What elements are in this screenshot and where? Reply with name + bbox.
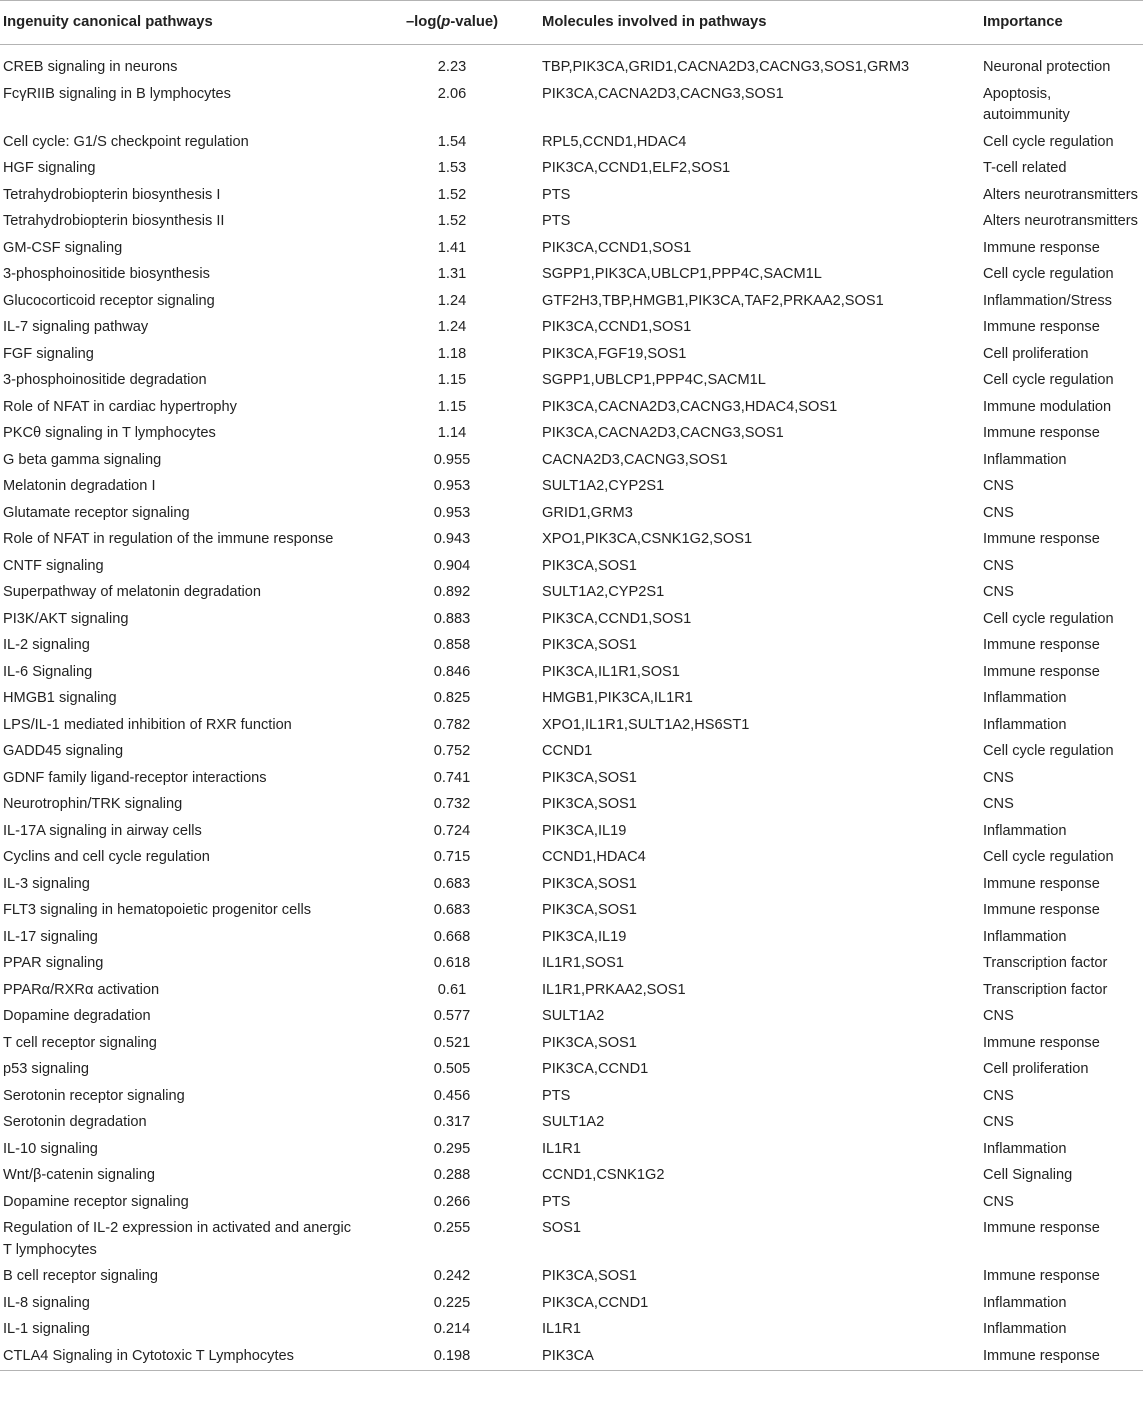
log-p-value-cell: 1.15 (437, 372, 467, 388)
table-row (0, 1344, 1143, 1371)
table-row (0, 315, 1143, 342)
molecules-cell: PIK3CA,IL1R1,SOS1 (542, 663, 680, 680)
table-row (0, 1031, 1143, 1058)
pathway-name-cell: 3-phosphoinositide biosynthesis (3, 266, 210, 282)
molecules-cell: PIK3CA,CCND1,SOS1 (542, 319, 692, 335)
importance-cell: Cell cycle regulation (983, 266, 1114, 282)
importance-cell: Cell cycle regulation (983, 743, 1114, 759)
importance-cell: Immune response (983, 663, 1100, 680)
pathway-name-cell: CREB signaling in neurons (3, 59, 178, 75)
table-row (0, 342, 1143, 369)
pathway-name-cell: GM-CSF signaling (3, 239, 123, 256)
log-p-value-cell: 0.505 (433, 1061, 471, 1077)
log-p-value-cell: 0.752 (433, 743, 471, 759)
log-p-value-cell: 1.31 (437, 266, 467, 282)
molecules-cell: PTS (542, 1193, 571, 1210)
table-row (0, 1163, 1143, 1190)
log-p-value-cell: 0.577 (433, 1008, 471, 1024)
log-p-value-cell: 0.255 (433, 1220, 471, 1236)
molecules-cell: PIK3CA,CACNA2D3,CACNG3,HDAC4,SOS1 (542, 398, 838, 415)
importance-cell: Inflammation (983, 690, 1067, 706)
table-row (0, 872, 1143, 899)
pathway-name-cell: B cell receptor signaling (3, 1268, 158, 1284)
log-p-value-cell: 0.883 (433, 610, 471, 627)
importance-cell: Cell proliferation (983, 1061, 1089, 1077)
importance-cell: T-cell related (983, 160, 1067, 176)
molecules-cell: PTS (542, 1087, 571, 1104)
log-p-value-cell: 0.618 (433, 955, 471, 971)
pathway-name-cell: IL-6 Signaling (3, 663, 93, 680)
pathway-name-cell: Superpathway of melatonin degradation (3, 584, 261, 600)
molecules-cell: PIK3CA,CACNA2D3,CACNG3,SOS1 (542, 85, 784, 102)
table-row (0, 368, 1143, 395)
pathway-name-cell: Role of NFAT in cardiac hypertrophy (3, 398, 237, 415)
importance-cell: Immune modulation (983, 398, 1112, 415)
pathway-name-cell: Cell cycle: G1/S checkpoint regulation (3, 133, 249, 150)
log-p-value-cell: 1.14 (437, 425, 467, 441)
pathway-name-cell: IL-10 signaling (3, 1140, 98, 1157)
pathway-name-cell: Neurotrophin/TRK signaling (3, 796, 183, 812)
pathway-name-cell: IL-3 signaling (3, 875, 90, 892)
importance-cell: Immune response (983, 425, 1100, 441)
pathway-name-cell: p53 signaling (3, 1061, 90, 1077)
log-p-value-cell: 0.724 (433, 822, 471, 839)
log-p-value-cell: 0.242 (433, 1268, 471, 1284)
header-log-p-value (365, 1, 539, 45)
molecules-cell: PIK3CA,FGF19,SOS1 (542, 345, 687, 362)
log-p-value-cell: 0.741 (433, 769, 471, 786)
pathway-name-cell: IL-7 signaling pathway (3, 319, 149, 335)
molecules-cell: PIK3CA,SOS1 (542, 1034, 637, 1051)
table-row (0, 501, 1143, 528)
table-row (0, 633, 1143, 660)
pathway-name-cell: Role of NFAT in regulation of the immune response (3, 531, 334, 547)
table-row (0, 1291, 1143, 1318)
log-p-value-cell: 0.198 (365, 1344, 539, 1371)
pathway-name-cell: FGF signaling (3, 345, 94, 362)
log-p-value-cell: 1.18 (437, 345, 467, 362)
pathway-name-cell: Tetrahydrobiopterin biosynthesis II (3, 213, 225, 229)
importance-cell: Immune response (983, 319, 1100, 335)
molecules-cell: SOS1 (542, 1220, 581, 1236)
importance-cell: CNS (983, 1193, 1014, 1210)
log-p-value-cell: 0.953 (433, 504, 471, 521)
molecules-cell: CCND1,HDAC4 (542, 849, 646, 865)
pathway-name-cell: IL-1 signaling (3, 1321, 90, 1337)
log-p-value-cell: 1.41 (437, 239, 467, 256)
log-p-value-cell: 2.06 (437, 85, 467, 102)
molecules-cell: PIK3CA,SOS1 (542, 796, 637, 812)
log-p-value-cell: 1.54 (437, 133, 467, 150)
importance-cell: Inflammation (983, 1294, 1067, 1311)
log-p-value-cell: 0.214 (433, 1321, 471, 1337)
pathway-name-cell: Dopamine receptor signaling (3, 1193, 189, 1210)
pathway-name-cell: PI3K/AKT signaling (3, 610, 129, 627)
pathway-name-cell: IL-2 signaling (3, 637, 90, 653)
importance-cell: Inflammation (983, 451, 1067, 468)
log-p-value-cell: 0.266 (433, 1193, 471, 1210)
log-p-value-cell: 1.24 (437, 319, 467, 335)
importance-cell: Immune response (980, 1344, 1143, 1371)
log-p-value-cell: 0.668 (433, 928, 471, 945)
molecules-cell: PIK3CA,CCND1,SOS1 (542, 239, 692, 256)
pathway-name-cell: FcγRIIB signaling in B lymphocytes (3, 85, 231, 102)
pathway-name-cell: Regulation of IL-2 expression in activated and anergic T lymphocytes (3, 1220, 352, 1258)
log-p-value-cell: 0.61 (437, 981, 467, 998)
table-row (0, 1190, 1143, 1217)
table-row (0, 898, 1143, 925)
molecules-cell: PIK3CA,SOS1 (542, 1268, 637, 1284)
log-p-value-cell: 0.683 (433, 902, 471, 918)
importance-cell: Immune response (983, 1220, 1100, 1236)
table-row (0, 660, 1143, 687)
log-p-value-cell: 0.904 (433, 557, 471, 574)
molecules-cell: CACNA2D3,CACNG3,SOS1 (542, 451, 728, 468)
importance-cell: CNS (983, 1008, 1014, 1024)
molecules-cell: GTF2H3,TBP,HMGB1,PIK3CA,TAF2,PRKAA2,SOS1 (542, 292, 884, 309)
importance-cell: Alters neurotransmitters (983, 213, 1138, 229)
log-p-value-cell: 0.521 (433, 1034, 471, 1051)
importance-cell: Immune response (983, 875, 1100, 892)
table-row (0, 978, 1143, 1005)
table-row (0, 45, 1143, 82)
log-p-value-cell: 1.15 (437, 398, 467, 415)
table-row (0, 1110, 1143, 1137)
pathway-name-cell: Serotonin receptor signaling (3, 1087, 185, 1104)
molecules-cell: PTS (542, 213, 571, 229)
molecules-cell: PIK3CA,SOS1 (542, 637, 637, 653)
molecules-cell: SGPP1,UBLCP1,PPP4C,SACM1L (542, 372, 766, 388)
pathway-name-cell: PKCθ signaling in T lymphocytes (3, 425, 216, 441)
pathway-name-cell: Wnt/β-catenin signaling (3, 1167, 155, 1183)
header-value-suffix: -value) (450, 13, 499, 30)
log-p-value-cell: 0.825 (433, 690, 471, 706)
pathway-name-cell: Dopamine degradation (3, 1008, 151, 1024)
table-row (0, 845, 1143, 872)
importance-cell: Inflammation (983, 1140, 1067, 1157)
pathway-name-cell: HMGB1 signaling (3, 690, 117, 706)
pathway-name-cell: T cell receptor signaling (3, 1034, 157, 1051)
table-row (0, 448, 1143, 475)
importance-cell: Inflammation (983, 928, 1067, 945)
pathway-name-cell: IL-8 signaling (3, 1294, 90, 1311)
importance-cell: CNS (983, 557, 1014, 574)
pathway-name-cell: IL-17A signaling in airway cells (3, 822, 202, 839)
pathway-name-cell: GADD45 signaling (3, 743, 124, 759)
table-row (0, 395, 1143, 422)
importance-cell: CNS (983, 1114, 1014, 1130)
molecules-cell: SULT1A2 (542, 1114, 605, 1130)
molecules-cell: SULT1A2,CYP2S1 (542, 584, 665, 600)
importance-cell: Transcription factor (983, 981, 1108, 998)
table-row (0, 607, 1143, 634)
pathway-name-cell: Tetrahydrobiopterin biosynthesis I (3, 186, 221, 203)
pathway-name-cell: 3-phosphoinositide degradation (3, 372, 207, 388)
table-row (0, 819, 1143, 846)
molecules-cell: PIK3CA,CCND1 (542, 1294, 649, 1311)
importance-cell: Cell cycle regulation (983, 133, 1114, 150)
table-row (0, 713, 1143, 740)
table-body (0, 45, 1143, 1371)
pathway-name-cell: PPAR signaling (3, 955, 104, 971)
molecules-cell: PIK3CA,SOS1 (542, 557, 637, 574)
pathway-name-cell: GDNF family ligand-receptor interactions (3, 769, 267, 786)
molecules-cell: SULT1A2,CYP2S1 (542, 478, 665, 494)
molecules-cell: PIK3CA,CCND1,SOS1 (542, 610, 692, 627)
importance-cell: Inflammation (983, 1321, 1067, 1337)
log-p-value-cell: 0.715 (433, 849, 471, 865)
importance-cell: CNS (983, 769, 1014, 786)
log-p-value-cell: 0.846 (433, 663, 471, 680)
importance-cell: Cell cycle regulation (983, 372, 1114, 388)
table-row (0, 739, 1143, 766)
importance-cell: Transcription factor (983, 955, 1108, 971)
header-value-italic: p (441, 13, 451, 30)
log-p-value-cell: 2.23 (437, 59, 467, 75)
log-p-value-cell: 0.295 (433, 1140, 471, 1157)
importance-cell: Apoptosis, autoimmunity (983, 85, 1070, 123)
molecules-cell: PIK3CA,SOS1 (542, 902, 637, 918)
table-row (0, 951, 1143, 978)
pathway-name-cell: CTLA4 Signaling in Cytotoxic T Lymphocytes (0, 1344, 365, 1371)
molecules-cell: PIK3CA (539, 1344, 980, 1371)
molecules-cell: SULT1A2 (542, 1008, 605, 1024)
molecules-cell: RPL5,CCND1,HDAC4 (542, 133, 687, 150)
table-row (0, 527, 1143, 554)
molecules-cell: CCND1 (542, 743, 593, 759)
table-row (0, 1216, 1143, 1264)
pathway-name-cell: HGF signaling (3, 160, 96, 176)
importance-cell: Immune response (983, 239, 1100, 256)
table-row (0, 554, 1143, 581)
importance-cell: Cell cycle regulation (983, 849, 1114, 865)
importance-cell: CNS (983, 584, 1014, 600)
molecules-cell: IL1R1 (542, 1140, 581, 1157)
header-pathway: Ingenuity canonical pathways (0, 1, 365, 45)
molecules-cell: PIK3CA,SOS1 (542, 875, 637, 892)
log-p-value-cell: 0.317 (433, 1114, 471, 1130)
pathway-name-cell: CNTF signaling (3, 557, 104, 574)
table-row (0, 236, 1143, 263)
importance-cell: Inflammation (983, 716, 1067, 733)
table-header (0, 1, 1143, 45)
pathway-name-cell: Cyclins and cell cycle regulation (3, 849, 210, 865)
molecules-cell: IL1R1,SOS1 (542, 955, 624, 971)
molecules-cell: HMGB1,PIK3CA,IL1R1 (542, 690, 693, 706)
table-row (0, 925, 1143, 952)
importance-cell: Cell cycle regulation (983, 610, 1114, 627)
pathway-name-cell: G beta gamma signaling (3, 451, 162, 468)
molecules-cell: IL1R1 (542, 1321, 581, 1337)
table-row (0, 686, 1143, 713)
importance-cell: Alters neurotransmitters (983, 186, 1138, 203)
pathway-name-cell: PPARα/RXRα activation (3, 981, 160, 998)
molecules-cell: GRID1,GRM3 (542, 504, 633, 521)
log-p-value-cell: 0.892 (433, 584, 471, 600)
pathway-name-cell: LPS/IL-1 mediated inhibition of RXR function (3, 716, 292, 733)
table-row (0, 156, 1143, 183)
importance-cell: Immune response (983, 902, 1100, 918)
importance-cell: Inflammation (983, 822, 1067, 839)
table-row (0, 792, 1143, 819)
table-row (0, 1004, 1143, 1031)
table-row (0, 1084, 1143, 1111)
importance-cell: Cell proliferation (983, 345, 1089, 362)
molecules-cell: TBP,PIK3CA,GRID1,CACNA2D3,CACNG3,SOS1,GRM3 (542, 59, 910, 75)
importance-cell: CNS (983, 478, 1014, 494)
log-p-value-cell: 0.782 (433, 716, 471, 733)
table-row (0, 289, 1143, 316)
table-row (0, 183, 1143, 210)
log-p-value-cell: 0.225 (433, 1294, 471, 1311)
table-row (0, 580, 1143, 607)
importance-cell: Neuronal protection (983, 59, 1111, 75)
molecules-cell: PTS (542, 186, 571, 203)
table-row (0, 209, 1143, 236)
pathway-name-cell: IL-17 signaling (3, 928, 98, 945)
header-value-prefix: –log( (405, 13, 442, 30)
molecules-cell: SGPP1,PIK3CA,UBLCP1,PPP4C,SACM1L (542, 266, 822, 282)
molecules-cell: PIK3CA,CACNA2D3,CACNG3,SOS1 (542, 425, 784, 441)
table-row (0, 1317, 1143, 1344)
molecules-cell: PIK3CA,SOS1 (542, 769, 637, 786)
header-importance: Importance (980, 1, 1143, 45)
table-row (0, 1057, 1143, 1084)
pathway-name-cell: FLT3 signaling in hematopoietic progenitor cells (3, 902, 311, 918)
log-p-value-cell: 1.24 (437, 292, 467, 309)
log-p-value-cell: 1.52 (437, 213, 467, 229)
log-p-value-cell: 0.683 (433, 875, 471, 892)
importance-cell: CNS (983, 504, 1014, 521)
log-p-value-cell: 0.858 (433, 637, 471, 653)
header-molecules: Molecules involved in pathways (539, 1, 980, 45)
header-row (0, 1, 1143, 45)
log-p-value-cell: 0.955 (433, 451, 471, 468)
importance-cell: CNS (983, 1087, 1014, 1104)
table-row (0, 82, 1143, 130)
log-p-value-cell: 0.732 (433, 796, 471, 812)
table-row (0, 1264, 1143, 1291)
table-row (0, 130, 1143, 157)
table-row (0, 474, 1143, 501)
log-p-value-cell: 0.943 (433, 531, 471, 547)
molecules-cell: CCND1,CSNK1G2 (542, 1167, 665, 1183)
table-row (0, 766, 1143, 793)
importance-cell: Immune response (983, 531, 1100, 547)
importance-cell: CNS (983, 796, 1014, 812)
table-row (0, 262, 1143, 289)
molecules-cell: PIK3CA,CCND1 (542, 1061, 649, 1077)
table-row (0, 1137, 1143, 1164)
pathway-name-cell: Melatonin degradation I (3, 478, 156, 494)
importance-cell: Immune response (983, 1034, 1100, 1051)
molecules-cell: PIK3CA,CCND1,ELF2,SOS1 (542, 160, 731, 176)
importance-cell: Cell Signaling (983, 1167, 1073, 1183)
molecules-cell: XPO1,PIK3CA,CSNK1G2,SOS1 (542, 531, 753, 547)
molecules-cell: IL1R1,PRKAA2,SOS1 (542, 981, 686, 998)
molecules-cell: PIK3CA,IL19 (542, 822, 627, 839)
importance-cell: Inflammation/Stress (983, 292, 1112, 309)
table-row (0, 421, 1143, 448)
importance-cell: Immune response (983, 1268, 1100, 1284)
log-p-value-cell: 0.288 (433, 1167, 471, 1183)
pathway-name-cell: Glutamate receptor signaling (3, 504, 190, 521)
log-p-value-cell: 1.52 (437, 186, 467, 203)
importance-cell: Immune response (983, 637, 1100, 653)
log-p-value-cell: 1.53 (437, 160, 467, 176)
molecules-cell: XPO1,IL1R1,SULT1A2,HS6ST1 (542, 716, 750, 733)
molecules-cell: PIK3CA,IL19 (542, 928, 627, 945)
pathway-name-cell: Glucocorticoid receptor signaling (3, 292, 215, 309)
log-p-value-cell: 0.456 (433, 1087, 471, 1104)
pathway-name-cell: Serotonin degradation (3, 1114, 147, 1130)
log-p-value-cell: 0.953 (433, 478, 471, 494)
